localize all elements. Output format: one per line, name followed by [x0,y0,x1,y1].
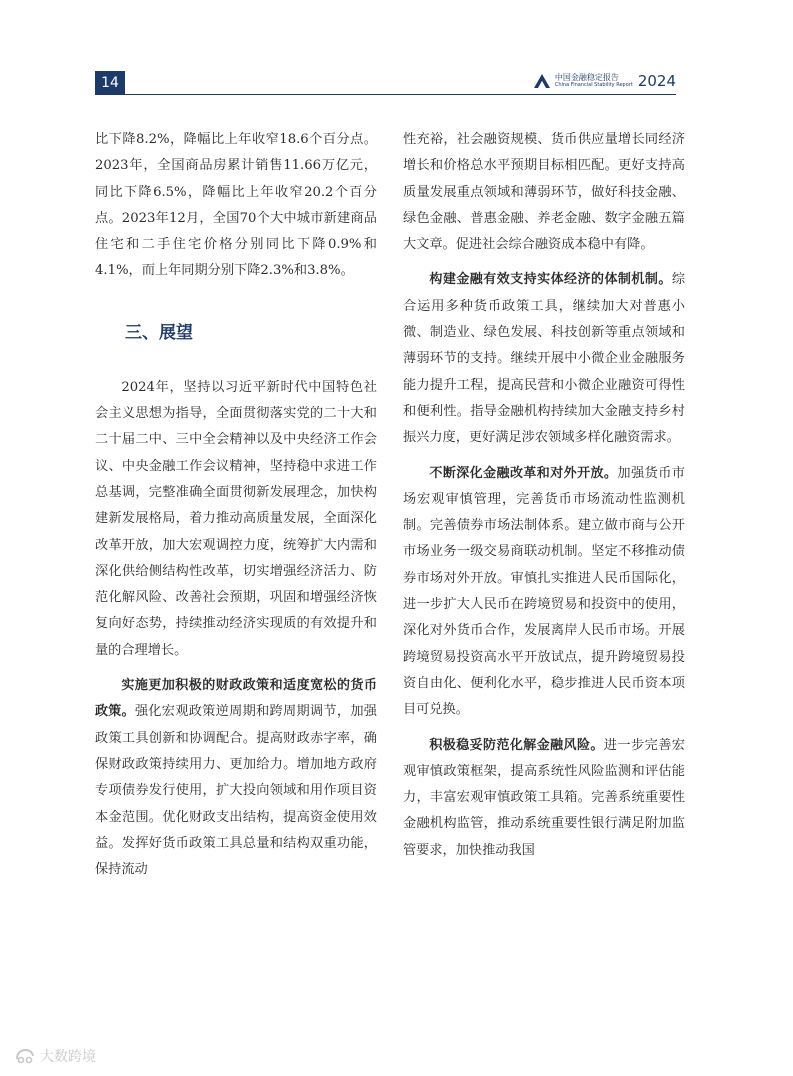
report-logo-icon [533,73,551,89]
right-paragraph-3 [403,461,685,724]
right-paragraph-2-body: 综合运用多种货币政策工具，继续加大对普惠小微、制造业、绿色发展、科技创新等重点领域和薄弱环节的支持。继续开展中小微企业金融服务能力提升工程，提高民营和小微企业融资可得性和便利性。指导金融机构持续加大金融支持乡村振兴力度，更好满足涉农领域多样化融资需求。 [403,272,685,446]
watermark-logo-icon [14,1047,36,1065]
right-paragraph-4 [403,733,685,864]
watermark [14,1046,96,1066]
right-paragraph-3-body: 加强货币市场宏观审慎管理，完善货币市场流动性监测机制。完善债券市场法制体系。建立做市商与公开市场业务一级交易商联动机制。坚定不移推动债券市场对外开放。审慎扎实推进人民币国际化，进一步扩大人民币在跨境贸易和投资中的使用，深化对外货币合作，发展离岸人民币市场。开展跨境贸易投资高水平开放试点，提升跨境贸易投资自由化、便利化水平，稳步推进人民币资本项目可兑换。 [403,465,685,718]
report-brand [533,72,676,90]
right-paragraph-4-lead: 积极稳妥防范化解金融风险。 [429,737,604,753]
left-paragraph-1: 比下降8.2%，降幅比上年收窄18.6个百分点。2023年，全国商品房累计销售11.66万亿元，同比下降6.5%，降幅比上年收窄20.2个百分点。2023年12月，全国70个大中城市新建商品住宅和二手住宅价格分别同比下降0.9%和4.1%，而上年同期分别下降2.3%和3.8%。 [95,132,377,279]
right-paragraph-3-lead: 不断深化金融改革和对外开放。 [429,465,618,481]
left-column [95,127,377,892]
brand-title-cn: 中国金融稳定报告 [554,73,619,82]
left-paragraph-3-lead: 实施更加积极的财政政策和适度宽松的货币政策。 [95,678,377,720]
watermark-text: 大数跨境 [40,1049,96,1065]
right-paragraph-1: 性充裕，社会融资规模、货币供应量增长同经济增长和价格总水平预期目标相匹配。更好支持高质量发展重点领域和薄弱环节，做好科技金融、绿色金融、普惠金融、养老金融、数字金融五篇大文章。促进社会综合融资成本稳中有降。 [403,132,685,253]
right-paragraph-2 [403,267,685,451]
brand-text [555,74,633,88]
page-number: 14 [95,71,125,95]
left-paragraph-2: 2024年，坚持以习近平新时代中国特色社会主义思想为指导，全面贯彻落实党的二十大和二十届二中、三中全会精神以及中央经济工作会议、中央金融工作会议精神，坚持稳中求进工作总基调，完整准确全面贯彻新发展理念，加快构建新发展格局，着力推动高质量发展，全面深化改革开放，加大宏观调控力度，统筹扩大内需和深化供给侧结构性改革，切实增强经济活力、防范化解风险、改善社会预期，巩固和增强经济恢复向好态势，持续推动经济实现质的有效提升和量的合理增长。 [95,379,377,658]
right-column [403,127,685,873]
right-paragraph-4-body: 进一步完善宏观审慎政策框架，提高系统性风险监测和评估能力，丰富宏观审慎政策工具箱。完善系统重要性金融机构监管，推动系统重要性银行满足附加监管要求，加快推动我国 [403,737,685,858]
left-paragraph-3-body: 强化宏观政策逆周期和跨周期调节，加强政策工具创新和协调配合。提高财政赤字率，确保财政政策持续用力、更加给力。增加地方政府专项债券发行使用，扩大投向领域和用作项目资本金范围。优化财政支出结构，提高资金使用效益。发挥好货币政策工具总量和结构双重功能，保持流动 [95,704,377,878]
brand-title-en: China Financial Stability Report [554,82,633,88]
left-paragraph-3 [95,673,377,883]
brand-year: 2024 [637,72,676,90]
header-rule [95,94,676,95]
right-paragraph-2-lead: 构建金融有效支持实体经济的体制机制。 [429,272,672,288]
section-heading-outlook: 三、展望 [125,322,193,343]
